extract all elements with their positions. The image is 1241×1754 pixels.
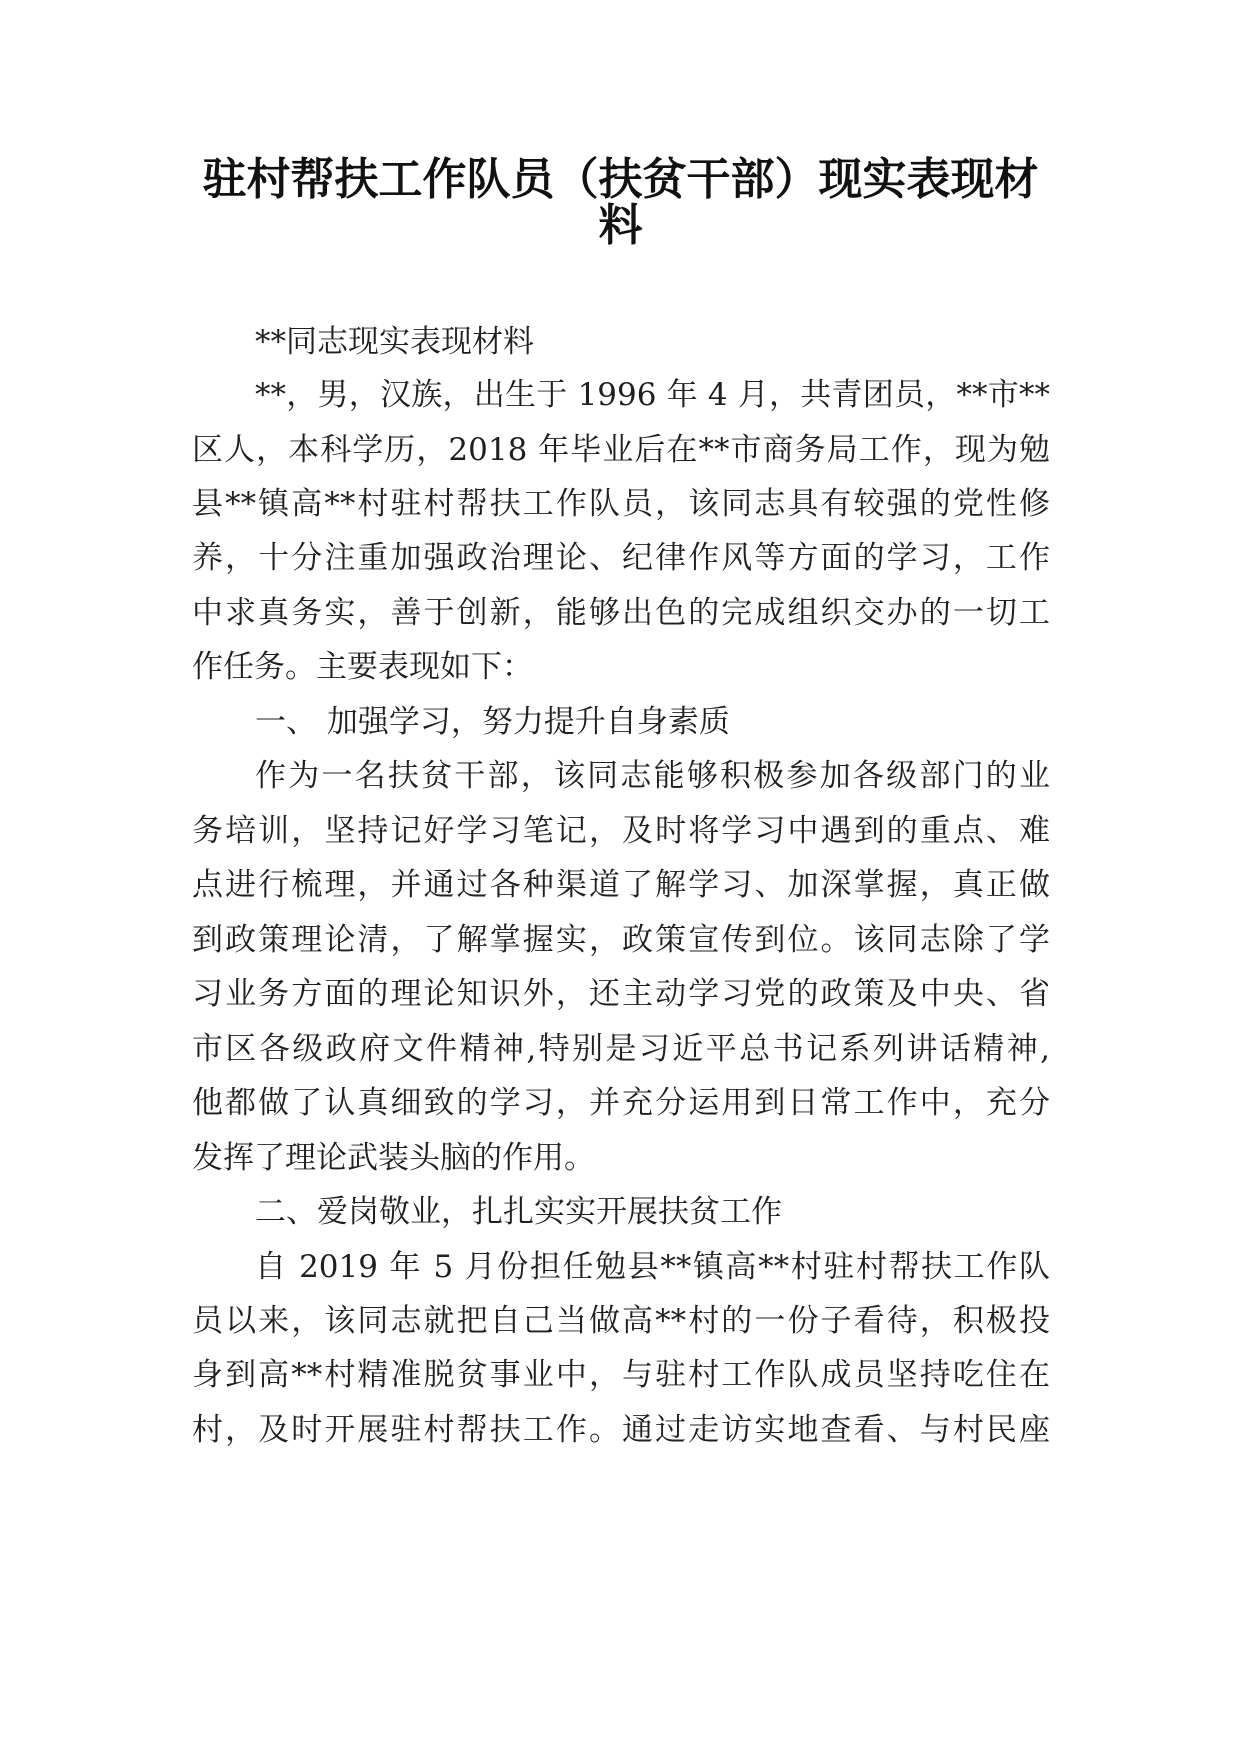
body-line: 身到高**村精准脱贫事业中，与驻村工作队成员坚持吃住在 bbox=[192, 1357, 1050, 1393]
body-line: 发挥了理论武装头脑的作用。 bbox=[192, 1140, 595, 1176]
document-title-line-1: 驻村帮扶工作队员（扶贫干部）现实表现材 bbox=[202, 154, 1039, 205]
body-line: 村，及时开展驻村帮扶工作。通过走访实地查看、与村民座 bbox=[192, 1412, 1050, 1448]
body-line: 作任务。主要表现如下： bbox=[192, 649, 533, 685]
body-line: 作为一名扶贫干部，该同志能够积极参加各级部门的业 bbox=[255, 758, 1050, 794]
body-line: 员以来，该同志就把自己当做高**村的一份子看待，积极投 bbox=[192, 1303, 1050, 1339]
body-line: 到政策理论清，了解掌握实，政策宣传到位。该同志除了学 bbox=[192, 922, 1050, 958]
material-heading: **同志现实表现材料 bbox=[255, 324, 534, 360]
body-line: 养，十分注重加强政治理论、纪律作风等方面的学习，工作 bbox=[192, 540, 1050, 576]
section-heading-1: 一、 加强学习，努力提升自身素质 bbox=[255, 704, 730, 740]
body-line: 点进行梳理，并通过各种渠道了解学习、加深掌握，真正做 bbox=[192, 867, 1050, 903]
body-line: 中求真务实，善于创新，能够出色的完成组织交办的一切工 bbox=[192, 595, 1050, 631]
body-line: 务培训，坚持记好学习笔记，及时将学习中遇到的重点、难 bbox=[192, 813, 1050, 849]
section-heading-2: 二、爱岗敬业，扎扎实实开展扶贫工作 bbox=[255, 1194, 782, 1230]
body-line: 习业务方面的理论知识外，还主动学习党的政策及中央、省 bbox=[192, 976, 1050, 1012]
body-line: 他都做了认真细致的学习，并充分运用到日常工作中，充分 bbox=[192, 1085, 1050, 1121]
body-line: 自 2019 年 5 月份担任勉县**镇高**村驻村帮扶工作队 bbox=[255, 1249, 1050, 1285]
body-line: **，男，汉族，出生于 1996 年 4 月，共青团员，**市** bbox=[255, 377, 1050, 413]
body-line: 区人，本科学历，2018 年毕业后在**市商务局工作，现为勉 bbox=[192, 432, 1050, 468]
body-line: 县**镇高**村驻村帮扶工作队员，该同志具有较强的党性修 bbox=[192, 486, 1050, 522]
document-title-line-2: 料 bbox=[598, 200, 643, 251]
body-line: 市区各级政府文件精神,特别是习近平总书记系列讲话精神, bbox=[192, 1031, 1050, 1067]
